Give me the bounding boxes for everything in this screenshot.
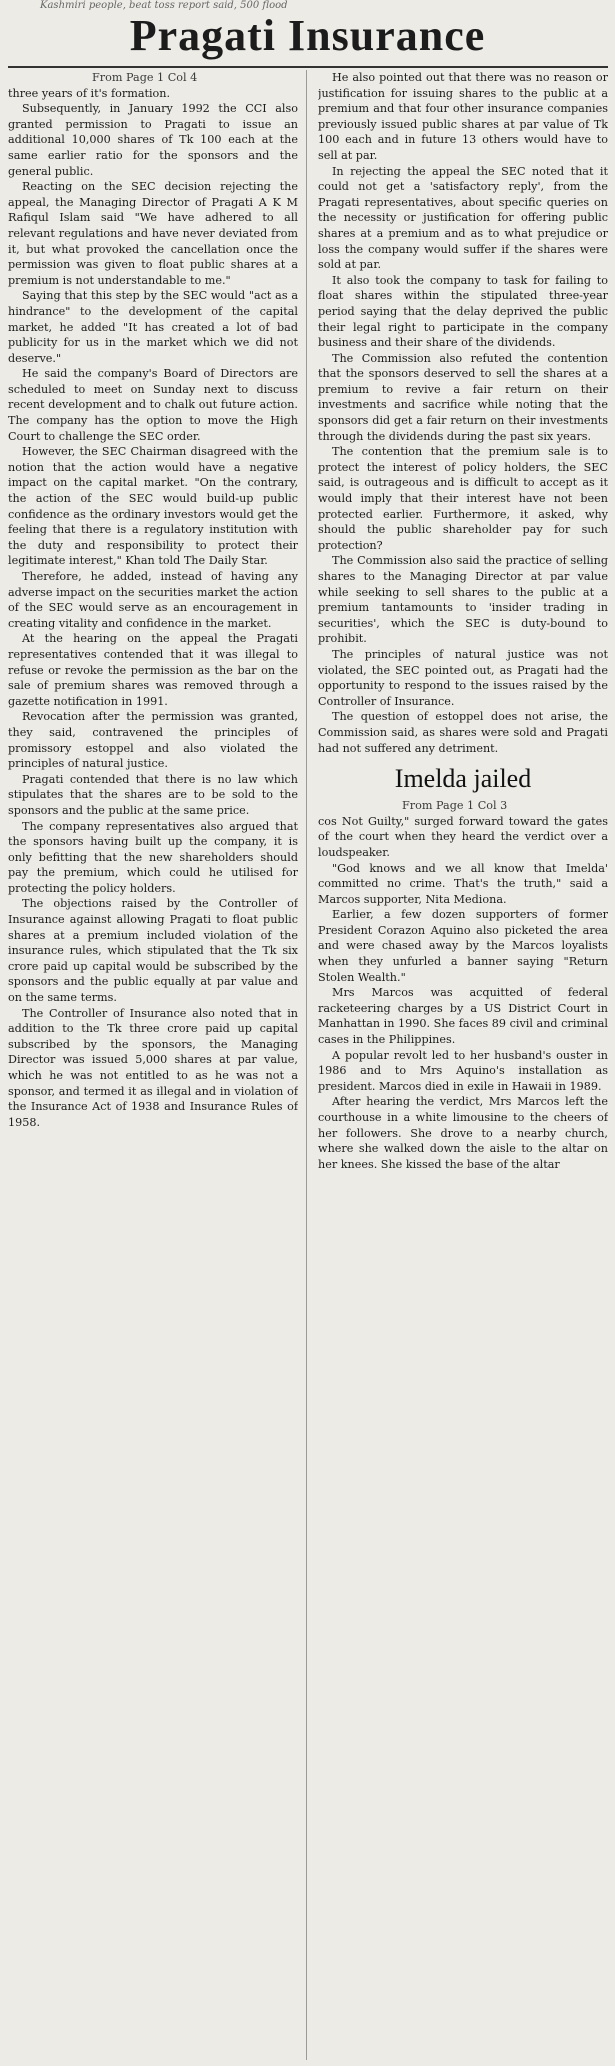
article-headline: Pragati Insurance [129, 11, 486, 60]
paragraph: three years of it's formation. [8, 86, 171, 100]
paragraph: However, the SEC Chairman disagreed with the notion that the action would have a negative impact on the capital market. "On the contrary, the action of the SEC would build-up public confidence as the ordinary investors would get the feeling that there is a regulatory institution with the duty and responsibility to protect their legitimate interest," Khan told The Daily Star. [8, 445, 298, 568]
paragraph: cos Not Guilty," surged forward toward the gates of the court when they heard the verdict over a loudspeaker. [318, 814, 608, 859]
paragraph: He also pointed out that there was no reason or justification for issuing shares to the public at a premium and that four other insurance companies previously issued public shares at par value of Tk 100 each and in future 13 others would have to sell at par. [318, 71, 608, 162]
paragraph: Revocation after the permission was granted, they said, contravened the principles of promissory estoppel and also violated the principles of natural justice. [8, 710, 298, 771]
paragraph: At the hearing on the appeal the Pragati representatives contended that it was illegal to refuse or revoke the permission as the bar on the sale of premium shares was removed through a gazette notification in 1991. [8, 632, 298, 708]
paragraph: The Commission also refuted the contention that the sponsors deserved to sell the shares at a premium to revive a fair return on their investments and sacrifice while noting that the sponsors did get a fair return on their investments through the dividends during the past six years. [318, 351, 608, 443]
paragraph: A popular revolt led to her husband's ouster in 1986 and to Mrs Aquino's installation as president. Marcos died in exile in Hawaii in 1989. [318, 1048, 608, 1093]
paragraph: The principles of natural justice was not violated, the SEC pointed out, as Pragati had the opportunity to respond to the issues raised by the Controller of Insurance. [318, 647, 608, 708]
paragraph: In rejecting the appeal the SEC noted that it could not get a 'satisfactory reply', from the Pragati representatives, about specific queries on the necessity or justification for offering public shares at a premium and as to what prejudice or loss the company would suffer if the shares were sold at par. [318, 164, 608, 272]
paragraph: The question of estoppel does not arise, the Commission said, as shares were sold and Pragati had not suffered any detriment. [318, 710, 608, 755]
paragraph: Therefore, he added, instead of having any adverse impact on the securities market the action of the SEC would serve as an encouragement in creating vitality and confidence in the market. [8, 570, 298, 630]
headline-rule [8, 66, 608, 68]
paragraph: "God knows and we all know that Imelda' committed no crime. That's the truth," said a Marcos supporter, Nita Mediona. [318, 861, 608, 906]
subarticle-headline: Imelda jailed [394, 764, 532, 794]
paragraph: The company representatives also argued that the sponsors having built up the company, it is only befitting that the new shareholders should pay the premium, which could he utilised for protecting the policy holders. [8, 819, 298, 895]
jump-line: From Page 1 Col 4 [92, 71, 198, 84]
right-column [318, 70, 608, 2060]
jump-line: From Page 1 Col 3 [402, 799, 508, 813]
paragraph: Pragati contended that there is no law which stipulates that the shares are to be sold to the sponsors and the public at the same price. [8, 772, 298, 817]
paragraph: Saying that this step by the SEC would "act as a hindrance" to the development of the capital market, he added "It has created a lot of bad publicity for us in the market which we did not deserve." [8, 289, 298, 365]
clipped-previous-article-text: Kashmiri people, beat toss report said, 500 flood [40, 0, 288, 11]
paragraph: He said the company's Board of Directors are scheduled to meet on Sunday next to discuss recent development and to chalk out future action. The company has the option to move the High Court to challenge the SEC order. [8, 367, 298, 443]
paragraph: Subsequently, in January 1992 the CCI also granted permission to Pragati to issue an additional 10,000 shares of Tk 100 each at the same earlier ratio for the sponsors and the general public. [8, 102, 298, 178]
column-divider [306, 70, 307, 2060]
paragraph: The contention that the premium sale is to protect the interest of policy holders, the SEC said, is outrageous and is difficult to accept as it would imply that their interest have not been protected earlier. Furthermore, it asked, why should the public shareholder pay for such protection? [318, 445, 608, 552]
paragraph: The Commission also said the practice of selling shares to the Managing Director at par value while seeking to sell shares to the public at a premium tantamounts to 'insider trading in securities', which the SEC is duty-bound to prohibit. [318, 554, 608, 646]
paragraph: Mrs Marcos was acquitted of federal racketeering charges by a US District Court in Manhattan in 1990. She faces 89 civil and criminal cases in the Philippines. [318, 986, 608, 1047]
paragraph: The objections raised by the Controller of Insurance against allowing Pragati to float public shares at a premium included violation of the insurance rules, which stipulated that the Tk six crore paid up capital would be subscribed by the sponsors and the public equally at par value and on the same terms. [8, 897, 298, 1005]
paragraph: Earlier, a few dozen supporters of former President Corazon Aquino also picketed the area and were chased away by the Marcos loyalists when they unfurled a banner saying "Return Stolen Wealth." [318, 908, 608, 984]
left-column [8, 70, 298, 2060]
paragraph: After hearing the verdict, Mrs Marcos left the courthouse in a white limousine to the cheers of her followers. She drove to a nearby church, where she walked down the aisle to the altar on her knees. She kissed the base of the altar [318, 1095, 608, 1171]
paragraph: Reacting on the SEC decision rejecting the appeal, the Managing Director of Pragati A K M Rafiqul Islam said "We have adhered to all relevant regulations and have never deviated from it, but what provoked the cancellation once the permission was given to float public shares at a premium is not understandable to me." [8, 180, 298, 287]
paragraph: It also took the company to task for failing to float shares within the stipulated three-year period saying that the delay deprived the public their legal right to participate in the company business and their share of the dividends. [318, 273, 608, 350]
paragraph: The Controller of Insurance also noted that in addition to the Tk three crore paid up capital subscribed by the sponsors, the Managing Director was issued 5,000 shares at par value, which he was not entitled to as he was not a sponsor, and termed it as illegal and in violation of the Insurance Act of 1938 and Insurance Rules of 1958. [8, 1006, 298, 1129]
